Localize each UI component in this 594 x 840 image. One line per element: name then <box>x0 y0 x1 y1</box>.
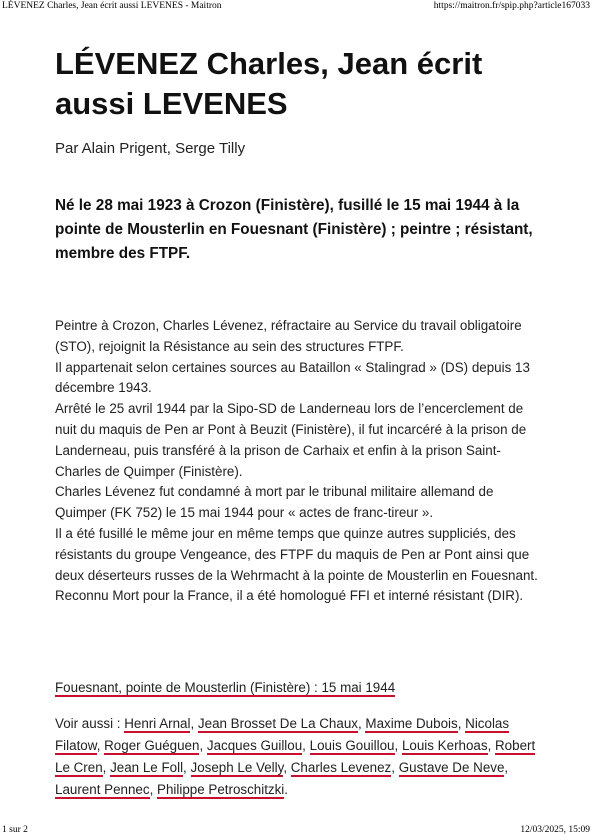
see-also-link[interactable]: Joseph Le Velly <box>190 760 284 775</box>
see-also-link[interactable]: Robert Le Cren <box>55 738 536 775</box>
see-also-link[interactable]: Jean Brosset De La Chaux <box>197 716 358 731</box>
see-also-section: Voir aussi : Henri Arnal, Jean Brosset De La Chaux, Maxime Dubois, Nicolas Filatow, Roger Guéguen, Jacques Guillou, Louis Gouillou, Louis Kerhoas, Robert Le Cren, Jean Le Foll, Joseph Le Velly, Charles Levenez, Gustave De Neve, Laurent Pennec, Philippe Petroschitzki. <box>55 716 536 797</box>
see-also-link[interactable]: Jean Le Foll <box>110 760 184 775</box>
body-paragraph: Reconnu Mort pour la France, il a été homologué FFI et interné résistant (DIR). <box>55 588 524 604</box>
body-paragraph: Il appartenait selon certaines sources au Bataillon « Stalingrad » (DS) depuis 13 décembre 1943. <box>55 359 530 396</box>
see-also-link[interactable]: Louis Kerhoas <box>401 738 488 753</box>
see-also-link[interactable]: Henri Arnal <box>124 716 191 731</box>
see-also-link[interactable]: Laurent Pennec <box>55 782 150 797</box>
event-link[interactable]: Fouesnant, pointe de Mousterlin (Finistère) : 15 mai 1944 <box>55 680 396 695</box>
print-header-url: https://maitron.fr/spip.php?article167033 <box>433 1 590 11</box>
body-paragraph: Charles Lévenez fut condamné à mort par le tribunal militaire allemand de Quimper (FK 752) le 15 mai 1944 pour « actes de franc-tireur ». <box>55 484 494 521</box>
body-paragraph: Arrêté le 25 avril 1944 par la Sipo-SD de Landerneau lors de l’encerclement de nuit du maquis de Pen ar Pont à Beuzit (Finistère), il fut incarcéré à la prison de Landerneau, puis transféré à la prison de Carhaix et enfin à la prison Saint-Charles de Quimper (Finistère). <box>55 401 527 479</box>
event-link-container <box>55 678 395 699</box>
see-also-label: Voir aussi : <box>55 716 125 731</box>
see-also-link[interactable]: Jacques Guillou <box>206 738 303 753</box>
article-title: LÉVENEZ Charles, Jean écrit aussi LEVENES <box>55 46 483 121</box>
article-body <box>55 316 545 607</box>
see-also-link[interactable]: Roger Guéguen <box>104 738 200 753</box>
see-also-link[interactable]: Louis Gouillou <box>309 738 395 753</box>
body-paragraph: Peintre à Crozon, Charles Lévenez, réfractaire au Service du travail obligatoire (STO), rejoignit la Résistance au sein des structures FTPF. <box>55 318 522 354</box>
print-header-title: LÉVENEZ Charles, Jean écrit aussi LEVENES - Maitron <box>2 1 222 11</box>
article-lead: Né le 28 mai 1923 à Crozon (Finistère), fusillé le 15 mai 1944 à la pointe de Mousterlin en Fouesnant (Finistère) ; peintre ; résistant, membre des FTPF. <box>55 197 533 262</box>
article-authors: Par Alain Prigent, Serge Tilly <box>55 140 246 157</box>
see-also-link[interactable]: Gustave De Neve <box>398 760 505 775</box>
see-also-link[interactable]: Philippe Petroschitzki <box>157 782 285 797</box>
print-footer-datetime: 12/03/2025, 15:09 <box>520 825 590 835</box>
see-also-link[interactable]: Nicolas Filatow <box>55 716 510 753</box>
body-paragraph: Il a été fusillé le même jour en même temps que quinze autres suppliciés, des résistants du groupe Vengeance, des FTPF du maquis de Pen ar Pont ainsi que deux déserteurs russes de la Wehrmacht à la pointe de Mousterlin en Fouesnant. <box>55 525 538 583</box>
print-footer-page-number: 1 sur 2 <box>2 825 28 835</box>
see-also-link[interactable]: Maxime Dubois <box>365 716 458 731</box>
see-also-link[interactable]: Charles Levenez <box>290 760 392 775</box>
